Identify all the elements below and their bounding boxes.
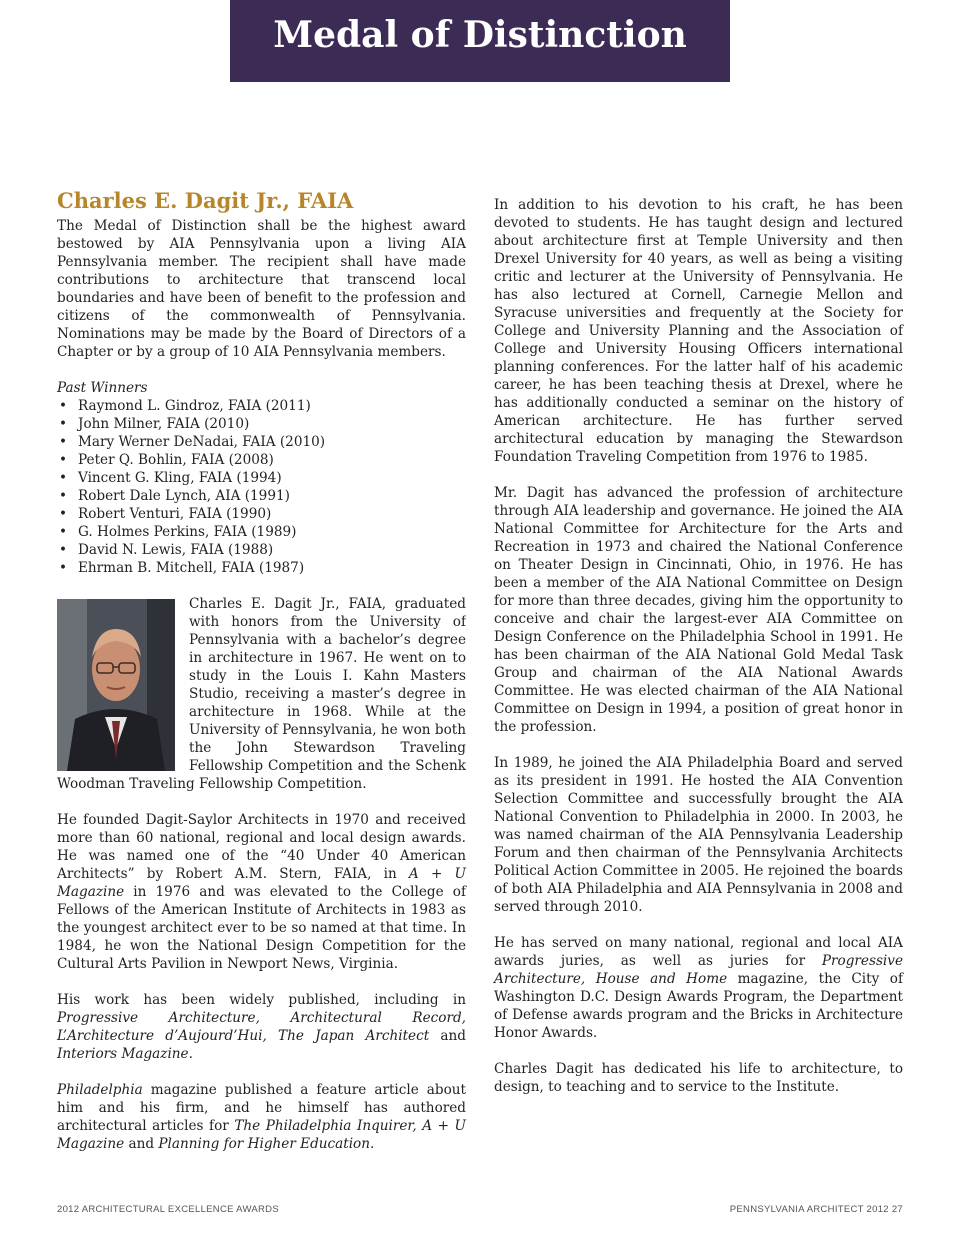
closing-paragraph: Charles Dagit has dedicated his life to architecture, to design, to teaching and to service to the Institute. xyxy=(494,1061,903,1095)
portrait-photo xyxy=(57,599,175,771)
past-winners-list xyxy=(57,397,466,577)
page-banner xyxy=(230,0,730,82)
left-column xyxy=(57,188,466,1171)
publications-paragraph: His work has been widely published, including in Progressive Architecture, Architectural Record, L’Architecture d’Aujourd’Hui, The Japan Architect and Interiors Magazine. xyxy=(57,992,466,1062)
leadership-paragraph: Mr. Dagit has advanced the profession of architecture through AIA leadership and governance. He joined the AIA National Committee for Architecture for the Arts and Recreation in 1973 and chaired the National Conference on Theater Design in Cincinnati, Ohio, in 1976. He has been a member of the AIA National Committee on Design for more than three decades, giving him the opportunity to conceive and chair the largest-ever AIA Committee on Design Conference on the Philadelphia School in 1991. He has been chairman of the AIA National Gold Medal Task Group and chairman of the AIA National Awards Committee. He was elected chairman of the AIA National Committee on Design in 1994, a position of great honor in the profession. xyxy=(494,485,903,735)
articles-paragraph: Philadelphia magazine published a feature article about him and his firm, and he himself has authored architectural articles for The Philadelphia Inquirer, A + U Magazine and Planning for Higher Education. xyxy=(57,1082,466,1152)
footer-left: 2012 ARCHITECTURAL EXCELLENCE AWARDS xyxy=(57,1204,279,1215)
bio-text: Charles E. Dagit Jr., FAIA, graduated with honors from the University of Pennsylvania with a bachelor’s degree in architecture in 1967. He went on to study in the Louis I. Kahn Masters Studio, receiving a master’s degree in architecture in 1968. While at the University of Pennsylvania, he won both the John Stewardson Traveling Fellowship Competition and the Schenk Woodman Traveling Fellowship Competition. xyxy=(57,596,466,792)
list-item: • Raymond L. Gindroz, FAIA (2011) xyxy=(57,397,466,415)
past-winners-title: Past Winners xyxy=(57,380,148,396)
footer-right: PENNSYLVANIA ARCHITECT 2012 27 xyxy=(729,1204,903,1215)
right-column xyxy=(494,196,903,1114)
teaching-paragraph: In addition to his devotion to his craft, he has been devoted to students. He has taught design and lectured about architecture first at Temple University and then Drexel University for 40 years, as well as being a visiting critic and lecturer at the University of Pennsylvania. He has also lectured at Cornell, Carnegie Mellon and Syracuse universities and frequently at the Society for College and University Planning and the Association of College and University Housing Officers international planning conferences. For the latter half of his academic career, he has been teaching thesis at Drexel, where he has additionally conducted a seminar on the history of American architecture. He has further served architectural education by managing the Stewardson Foundation Traveling Competition from 1976 to 1985. xyxy=(494,197,903,465)
list-item: • Mary Werner DeNadai, FAIA (2010) xyxy=(57,433,466,451)
career-paragraph: He founded Dagit-Saylor Architects in 1970 and received more than 60 national, regional and local design awards. He was named one of the “40 Under 40 American Architects” by Robert A.M. Stern, FAIA, in A + U Magazine in 1976 and was elevated to the College of Fellows of the American Institute of Architects in 1983 as the youngest architect ever to be so named at that time. In 1984, he won the National Design Competition for the Cultural Arts Pavilion in Newport News, Virginia. xyxy=(57,812,466,972)
award-description: The Medal of Distinction shall be the highest award bestowed by AIA Pennsylvania upon a living AIA Pennsylvania member. The recipient shall have made contributions to architecture that transcend local boundaries and have been of benefit to the profession and citizens of the commonwealth of Pennsylvania. Nominations may be made by the Board of Directors of a Chapter or by a group of 10 AIA Pennsylvania members. xyxy=(57,218,466,360)
juries-paragraph: He has served on many national, regional and local AIA awards juries, as well as juries for Progressive Architecture, House and Home magazine, the City of Washington D.C. Design Awards Program, the Department of Defense awards program and the Bricks in Architecture Honor Awards. xyxy=(494,935,904,1041)
bio-block xyxy=(57,595,466,793)
list-item: • Robert Dale Lynch, AIA (1991) xyxy=(57,487,466,505)
list-item: • David N. Lewis, FAIA (1988) xyxy=(57,541,466,559)
list-item: • Peter Q. Bohlin, FAIA (2008) xyxy=(57,451,466,469)
honoree-name: Charles E. Dagit Jr., FAIA xyxy=(57,188,354,213)
page-title: Medal of Distinction xyxy=(273,14,687,56)
list-item: • Vincent G. Kling, FAIA (1994) xyxy=(57,469,466,487)
list-item: • Robert Venturi, FAIA (1990) xyxy=(57,505,466,523)
list-item: • Ehrman B. Mitchell, FAIA (1987) xyxy=(57,559,466,577)
list-item: • G. Holmes Perkins, FAIA (1989) xyxy=(57,523,466,541)
list-item: • John Milner, FAIA (2010) xyxy=(57,415,466,433)
philadelphia-paragraph: In 1989, he joined the AIA Philadelphia Board and served as its president in 1991. He hosted the AIA Convention Selection Committee and successfully brought the AIA National Convention to Philadelphia in 2000. In 2003, he was named chairman of the AIA Pennsylvania Leadership Forum and then chairman of the Pennsylvania Architects Political Action Committee in 2005. He rejoined the boards of both AIA Philadelphia and AIA Pennsylvania in 2008 and served through 2010. xyxy=(494,755,903,915)
